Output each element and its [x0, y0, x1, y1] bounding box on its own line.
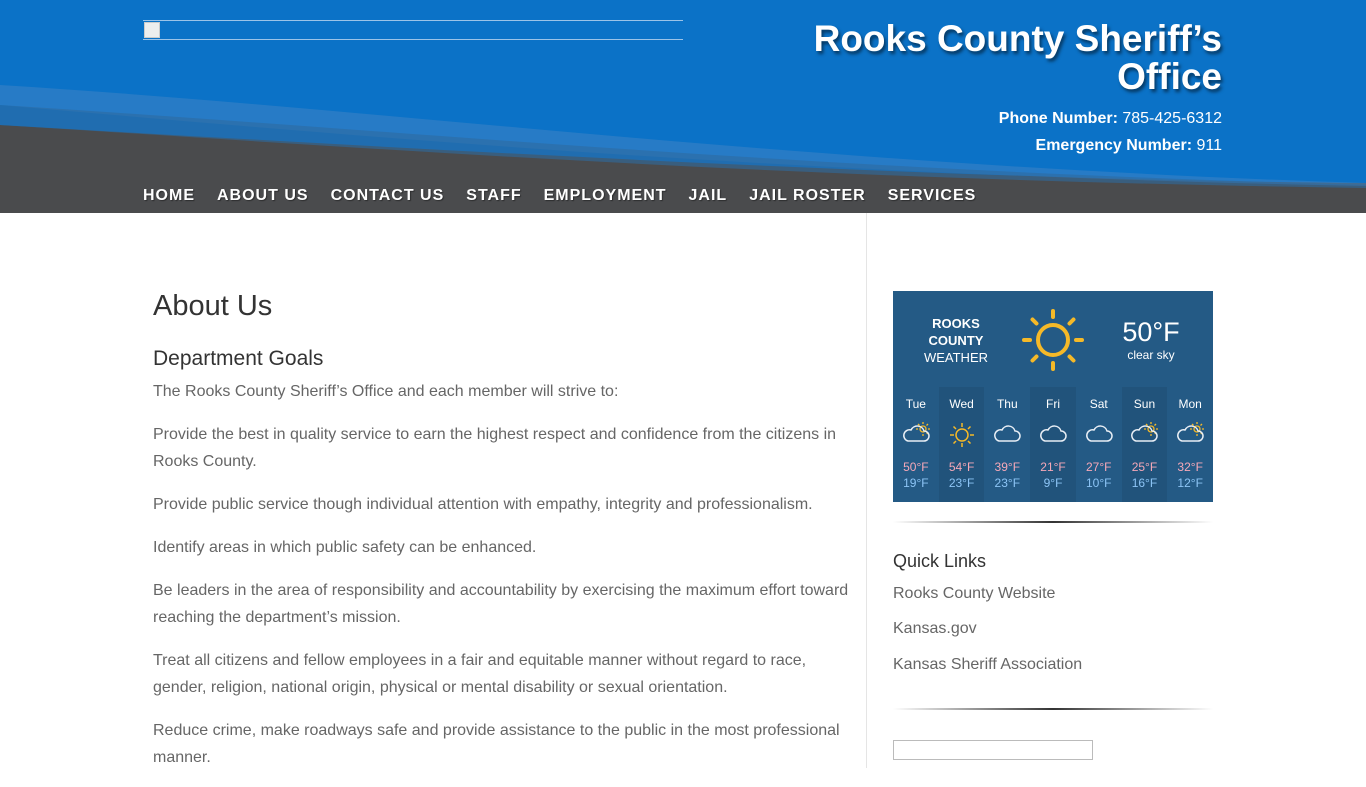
link-kansas-gov[interactable]: Kansas.gov: [893, 620, 977, 637]
divider: [893, 521, 1213, 523]
day-name: Fri: [1046, 397, 1061, 411]
weather-location: ROOKS COUNTY WEATHER: [923, 316, 989, 365]
site-header: [0, 0, 1366, 213]
forecast-day: [893, 387, 939, 502]
low-temp: 19°F: [903, 476, 929, 490]
nav-about-us[interactable]: ABOUT US: [217, 187, 309, 204]
nav-staff[interactable]: STAFF: [466, 187, 522, 204]
forecast-day: [1030, 387, 1076, 502]
nav-jail[interactable]: JAIL: [688, 187, 728, 204]
high-temp: 54°F: [948, 460, 975, 474]
forecast-day: [984, 387, 1030, 502]
nav-employment[interactable]: EMPLOYMENT: [543, 187, 667, 204]
high-temp: 25°F: [1131, 460, 1158, 474]
high-temp: 39°F: [994, 460, 1021, 474]
low-temp: 10°F: [1085, 476, 1112, 490]
partly-cloudy-icon: [900, 421, 932, 449]
sunny-icon: [946, 421, 978, 449]
forecast-day: [1167, 387, 1213, 502]
nav-contact-us[interactable]: CONTACT US: [330, 187, 445, 204]
sun-icon: [1021, 308, 1085, 372]
partly-cloudy-icon: [1128, 421, 1160, 449]
main-content: [153, 288, 853, 787]
day-name: Sun: [1133, 397, 1156, 411]
forecast: [893, 387, 1213, 502]
high-temp: 27°F: [1085, 460, 1112, 474]
paragraph: Reduce crime, make roadways safe and provide assistance to the public in the most professional manner.: [153, 722, 840, 766]
cloudy-icon: [991, 421, 1023, 449]
sidebar-image[interactable]: [893, 740, 1093, 760]
emergency-number: Emergency Number: 911: [1035, 137, 1222, 154]
partly-cloudy-icon: [1174, 421, 1206, 449]
site-title: Rooks County Sheriff’s Office: [813, 18, 1222, 97]
nav-jail-roster[interactable]: JAIL ROSTER: [749, 187, 866, 204]
low-temp: 9°F: [1043, 476, 1063, 490]
link-rooks-county-website[interactable]: Rooks County Website: [893, 585, 1056, 602]
link-kansas-sheriff-association[interactable]: Kansas Sheriff Association: [893, 656, 1083, 673]
paragraph: Provide public service though individual attention with empathy, integrity and professionalism.: [153, 496, 813, 513]
nav-services[interactable]: SERVICES: [887, 187, 977, 204]
low-temp: 23°F: [948, 476, 975, 490]
high-temp: 21°F: [1040, 460, 1066, 474]
page-title: About Us: [153, 290, 273, 322]
low-temp: 23°F: [994, 476, 1021, 490]
low-temp: 16°F: [1131, 476, 1158, 490]
day-name: Thu: [996, 397, 1018, 411]
broken-image-icon: [144, 22, 160, 38]
current-temperature: 50°F: [1122, 317, 1180, 347]
day-name: Mon: [1178, 397, 1202, 411]
high-temp: 32°F: [1177, 460, 1203, 474]
phone-number: Phone Number: 785-425-6312: [998, 110, 1222, 127]
current-conditions: clear sky: [1127, 348, 1175, 362]
paragraph: Identify areas in which public safety can be enhanced.: [153, 539, 537, 556]
paragraph: Be leaders in the area of responsibility and accountability by exercising the maximum effort toward reaching the department’s mission.: [153, 582, 849, 626]
section-title: Department Goals: [153, 347, 324, 370]
logo-image[interactable]: [143, 20, 683, 40]
cloudy-icon: [1083, 421, 1115, 449]
paragraph: The Rooks County Sheriff’s Office and each member will strive to:: [153, 383, 619, 400]
high-temp: 50°F: [903, 460, 929, 474]
sidebar-divider: [866, 213, 867, 768]
low-temp: 12°F: [1177, 476, 1203, 490]
cloudy-icon: [1037, 421, 1069, 449]
quick-links-title: Quick Links: [893, 551, 987, 571]
day-name: Tue: [905, 397, 926, 411]
paragraph: Treat all citizens and fellow employees in a fair and equitable manner without regard to race, gender, religion, national origin, physical or mental disability or sexual orientation.: [153, 652, 807, 696]
main-nav: [143, 187, 976, 205]
forecast-day: [939, 387, 985, 502]
forecast-day: [1076, 387, 1122, 502]
forecast-day: [1122, 387, 1168, 502]
day-name: Sat: [1089, 397, 1108, 411]
day-name: Wed: [949, 397, 974, 411]
weather-widget[interactable]: [893, 291, 1213, 502]
nav-home[interactable]: HOME: [143, 187, 195, 204]
divider: [893, 708, 1213, 710]
paragraph: Provide the best in quality service to earn the highest respect and confidence from the citizens in Rooks County.: [153, 426, 837, 470]
